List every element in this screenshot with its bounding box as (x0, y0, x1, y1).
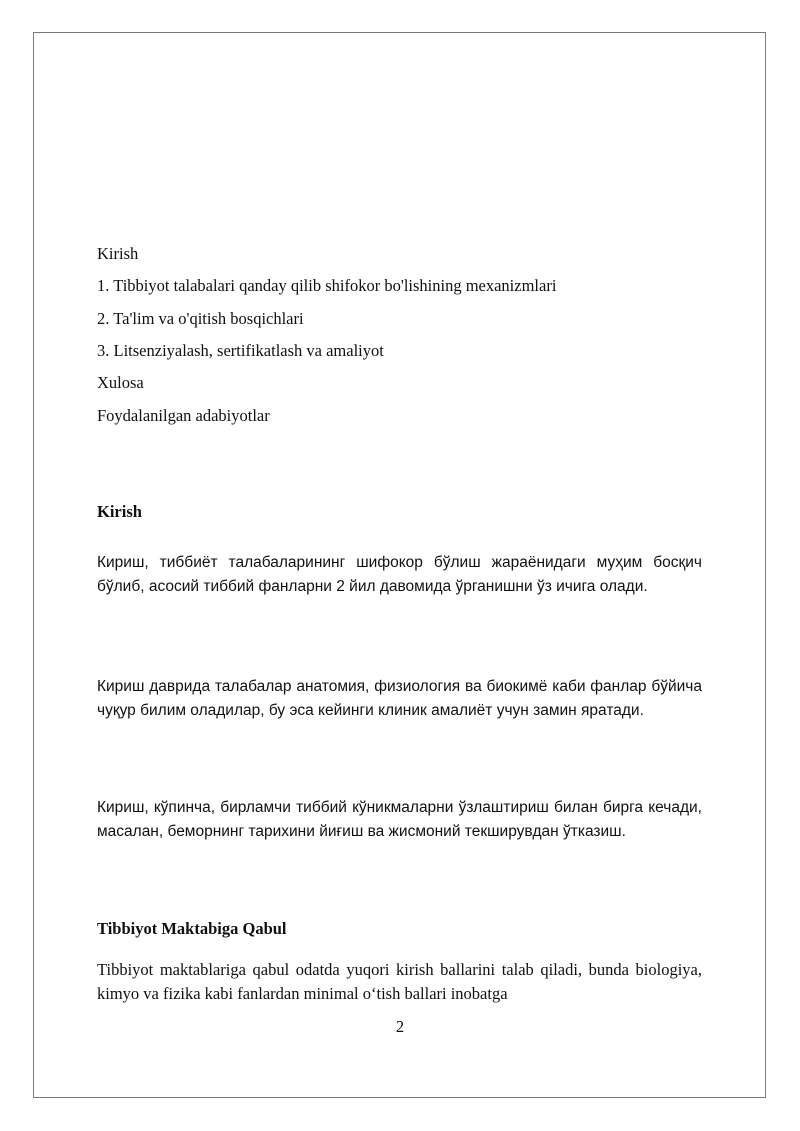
toc-item: 2. Ta'lim va o'qitish bosqichlari (97, 309, 304, 328)
paragraph: Tibbiyot maktablariga qabul odatda yuqori kirish ballarini talab qiladi, bunda biologiya, kimyo va fizika kabi fanlardan minimal o‘tish ballari inobatga (97, 960, 702, 1003)
toc-item: 3. Litsenziyalash, sertifikatlash va amaliyot (97, 341, 384, 360)
paragraph: Кириш, тиббиёт талабаларининг шифокор бўлиш жараёнидаги муҳим босқич бўлиб, асосий тиббий фанларни 2 йил давомида ўрганишни ўз ичига олади. (97, 554, 702, 595)
paragraph: Кириш даврида талабалар анатомия, физиология ва биокимё каби фанлар бўйича чуқур билим оладилар, бу эса кейинги клиник амалиёт учун замин яратади. (97, 678, 702, 719)
toc-item: 1. Tibbiyot talabalari qanday qilib shifokor bo'lishining mexanizmlari (97, 276, 557, 295)
paragraph: Кириш, кўпинча, бирламчи тиббий кўникмаларни ўзлаштириш билан бирга кечади, масалан, беморнинг тарихини йиғиш ва жисмоний текширувдан ўтказиш. (97, 799, 702, 840)
toc-item: Xulosa (97, 373, 144, 392)
toc-item: Kirish (97, 244, 139, 263)
section-heading-intro: Kirish (97, 502, 142, 521)
page-number: 2 (395, 1017, 405, 1036)
section-heading-admission: Tibbiyot Maktabiga Qabul (97, 919, 287, 938)
toc-item: Foydalanilgan adabiyotlar (97, 406, 270, 425)
